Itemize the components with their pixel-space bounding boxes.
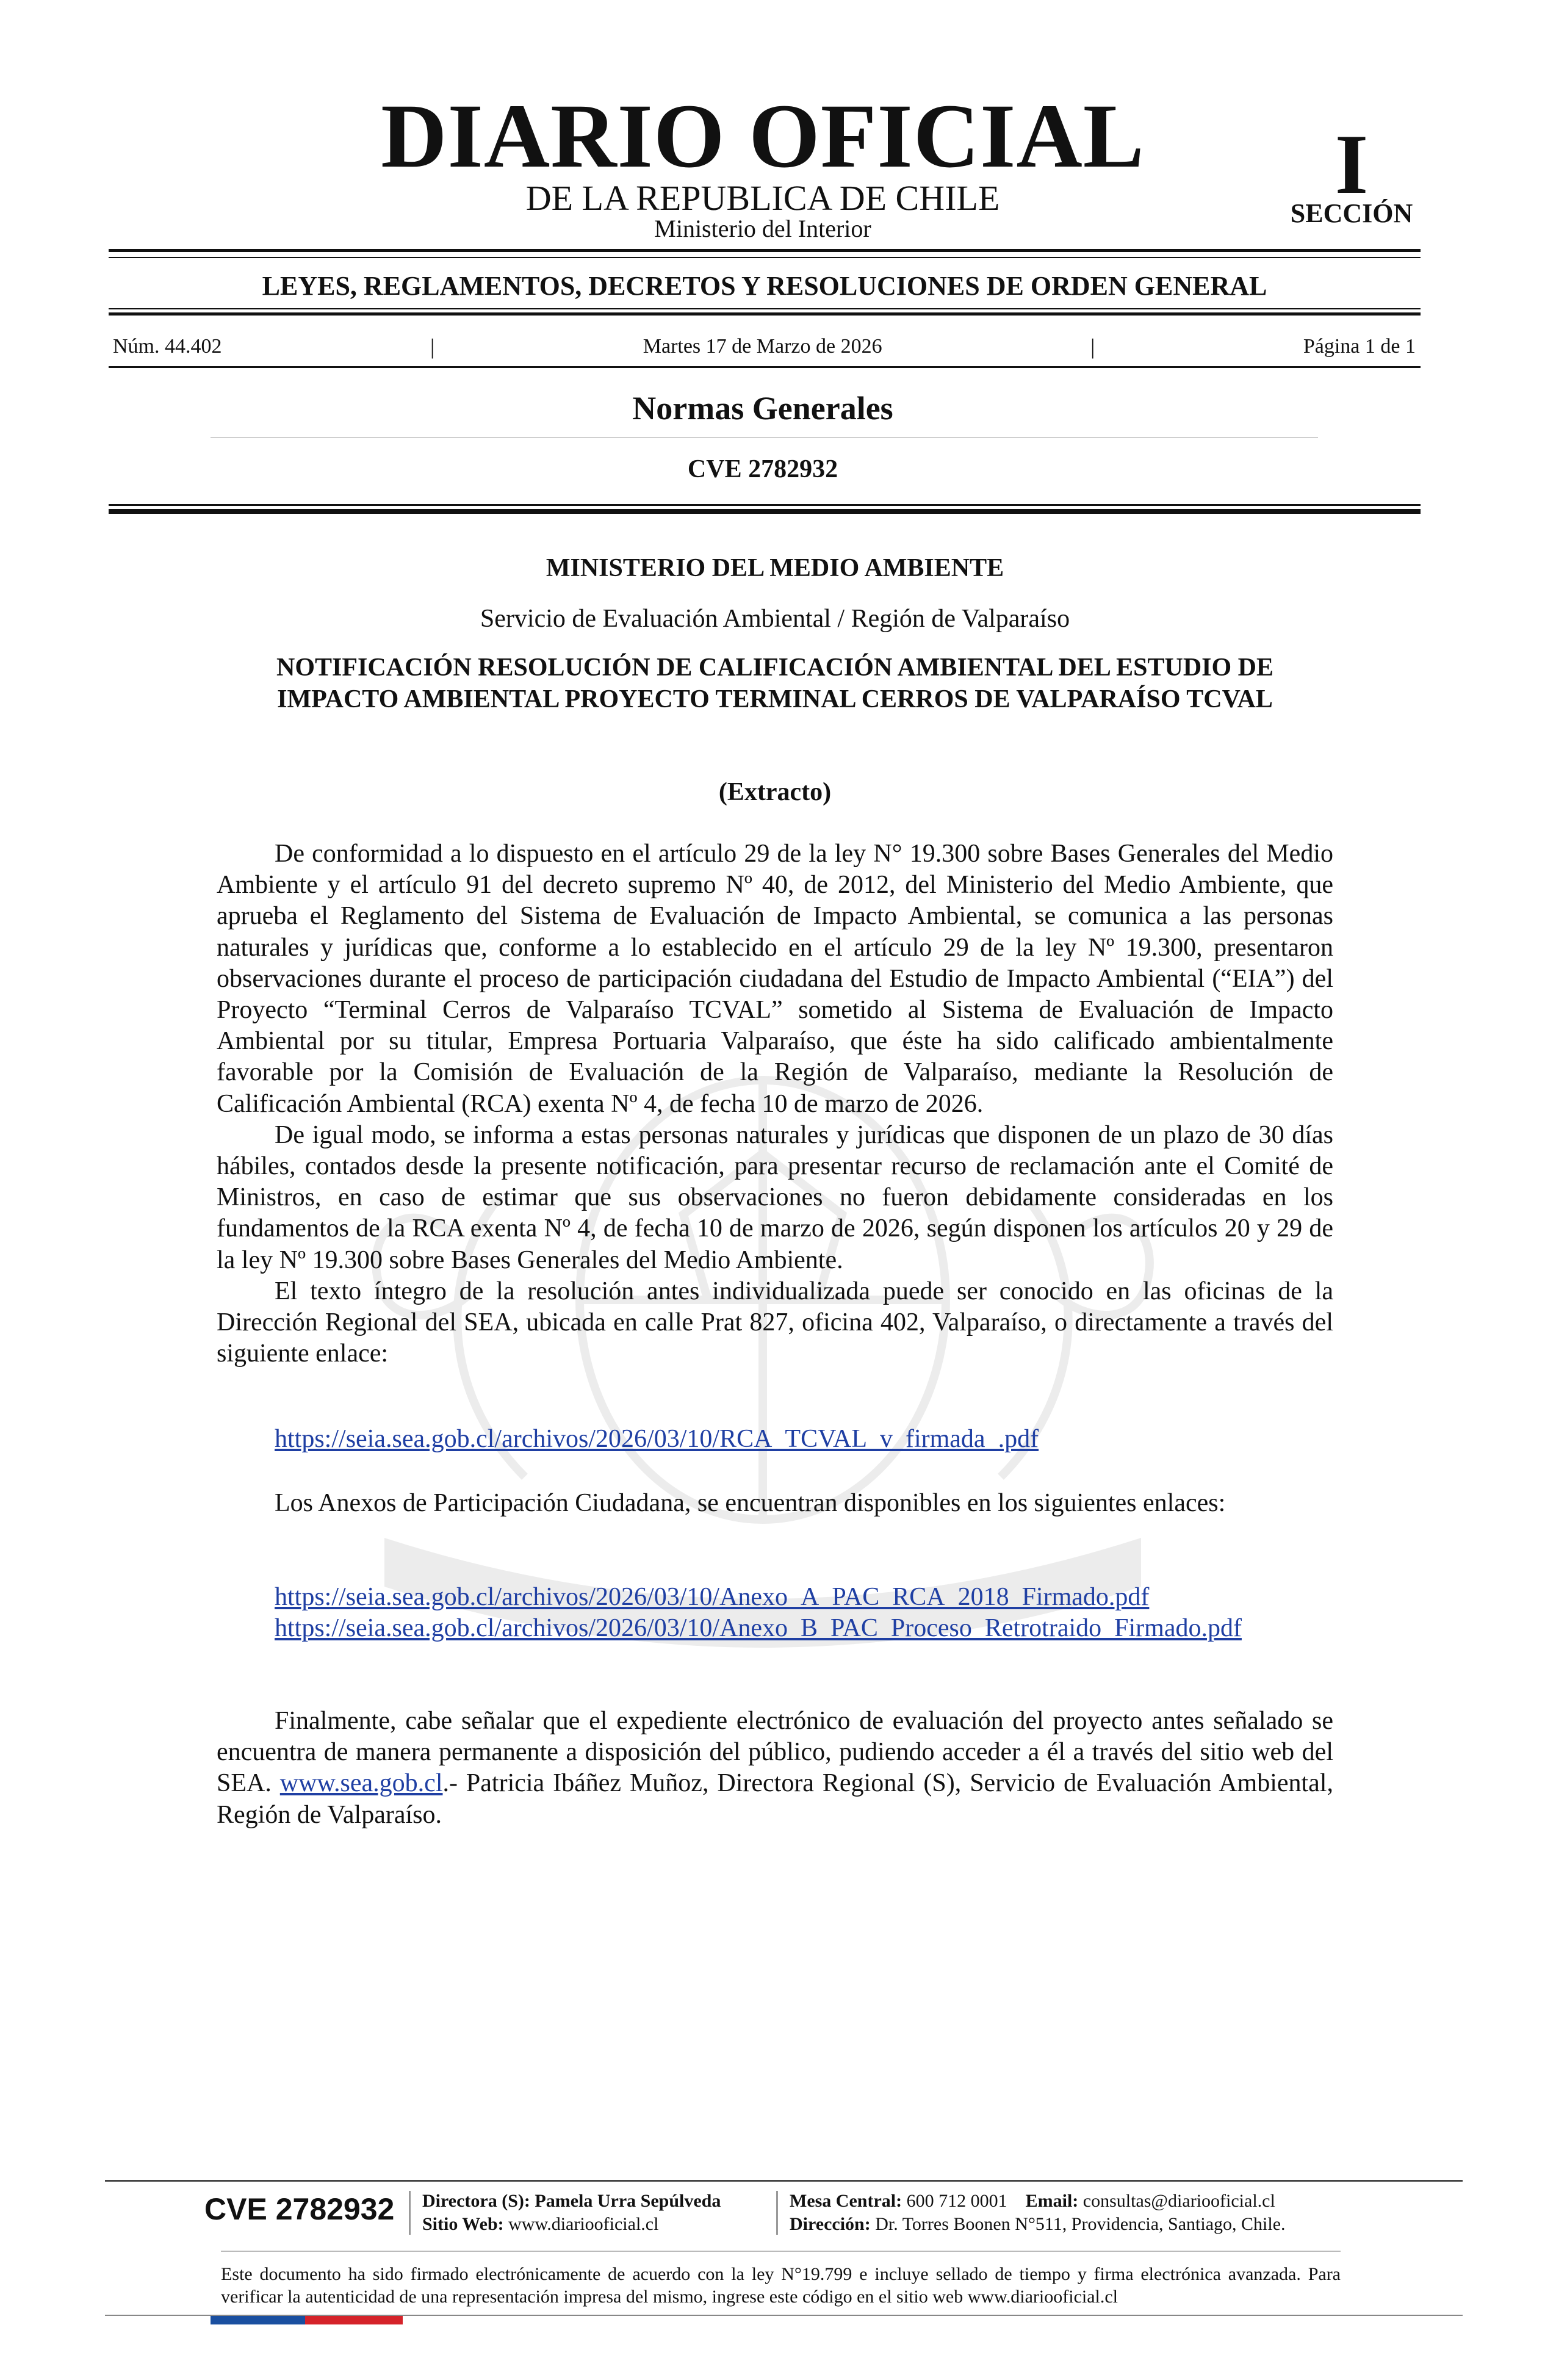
article-service: Servicio de Evaluación Ambiental / Región de Valparaíso bbox=[480, 605, 1070, 633]
header-bottom-rule bbox=[109, 509, 1421, 514]
director-name: Pamela Urra Sepúlveda bbox=[535, 2191, 721, 2211]
issue-separator: | bbox=[430, 334, 435, 359]
paragraph-deadline: De igual modo, se informa a estas personas naturales y jurídicas que disponen de un plazo de 30 días hábiles, contados desde la presente notificación, para presentar recurso de reclamación ante el Comité de Ministros, en caso de estimar que sus observaciones no fueron debidamente consideradas en los fundamentos de la RCA exenta Nº 4, de fecha 10 de marzo de 2026, según disponen los artículos 20 y 29 de la ley Nº 19.300 sobre Bases Generales del Medio Ambiente. bbox=[217, 1120, 1333, 1274]
footer-rule-top bbox=[105, 2180, 1463, 2182]
footer-phone: 600 712 0001 bbox=[906, 2191, 1007, 2211]
footer-legal-note: Este documento ha sido firmado electrónicamente de acuerdo con la ley N°19.799 e incluye sellado de tiempo y firma electrónica avanzada. Para verificar la autenticidad de una representación impresa del mismo, ingrese este código en el sitio web www.diariooficial.cl bbox=[221, 2264, 1341, 2307]
sea-website-link[interactable]: www.sea.gob.cl bbox=[279, 1769, 443, 1798]
footer-divider bbox=[409, 2191, 411, 2235]
masthead-ministry: Ministerio del Interior bbox=[654, 215, 871, 242]
article-title: NOTIFICACIÓN RESOLUCIÓN DE CALIFICACIÓN AMBIENTAL DEL ESTUDIO DE IMPACTO AMBIENTAL PROYECTO TERMINAL CERROS DE VALPARAÍSO TCVAL bbox=[276, 654, 1274, 713]
issue-page: Página 1 de 1 bbox=[1303, 335, 1416, 358]
closing-text-start: Finalmente, cabe señalar que el expediente electrónico de evaluación del proyecto antes señalado se encuentra de manera permanente a disposición del público, pudiendo acceder a él a través del sitio web del SEA. bbox=[217, 1707, 1333, 1798]
annex-a-link[interactable]: https://seia.sea.gob.cl/archivos/2026/03/10/Anexo_A_PAC_RCA_2018_Firmado.pdf bbox=[275, 1583, 1150, 1611]
masthead-subtitle: DE LA REPUBLICA DE CHILE bbox=[525, 178, 1000, 218]
extract-label: (Extracto) bbox=[718, 778, 832, 806]
masthead-title: DIARIO OFICIAL bbox=[381, 85, 1145, 187]
header-bottom-rule-thin bbox=[109, 504, 1421, 506]
phone-label: Mesa Central: bbox=[790, 2191, 902, 2211]
rca-link-block bbox=[217, 1424, 1333, 1455]
issue-number: Núm. 44.402 bbox=[113, 335, 222, 358]
annex-links-block bbox=[217, 1582, 1333, 1644]
address-label: Dirección: bbox=[790, 2214, 871, 2234]
paragraph-annexes: Los Anexos de Participación Ciudadana, se encuentran disponibles en los siguientes enlaces: bbox=[275, 1489, 1226, 1517]
section-number: I bbox=[1334, 117, 1369, 212]
closing-block bbox=[217, 1706, 1333, 1831]
issue-separator: | bbox=[1090, 334, 1095, 359]
footer-address: Dr. Torres Boonen N°511, Providencia, Santiago, Chile. bbox=[875, 2214, 1286, 2234]
category-heading: LEYES, REGLAMENTOS, DECRETOS Y RESOLUCIONES DE ORDEN GENERAL bbox=[262, 271, 1267, 301]
footer-website[interactable]: www.diariooficial.cl bbox=[508, 2214, 659, 2234]
rca-link[interactable]: https://seia.sea.gob.cl/archivos/2026/03/10/RCA_TCVAL_v_firmada_.pdf bbox=[275, 1425, 1039, 1453]
paragraph-closing bbox=[217, 1706, 1333, 1831]
issue-rule bbox=[109, 366, 1421, 368]
footer-contact-right bbox=[790, 2190, 1400, 2236]
annex-intro bbox=[217, 1488, 1333, 1519]
annex-b-link[interactable]: https://seia.sea.gob.cl/archivos/2026/03/10/Anexo_B_PAC_Proceso_Retrotraido_Firmado.pdf bbox=[275, 1614, 1242, 1643]
footer-cve-code: CVE 2782932 bbox=[204, 2192, 395, 2226]
section-label: SECCIÓN bbox=[1290, 198, 1413, 228]
flag-stripe-red bbox=[305, 2316, 403, 2324]
footer-contact-left bbox=[422, 2190, 773, 2236]
section-heading: Normas Generales bbox=[632, 390, 893, 427]
category-rule-thin bbox=[109, 308, 1421, 309]
closing-text-end: .- Patricia Ibáñez Muñoz, Directora Regional (S), Servicio de Evaluación Ambiental, Región de Valparaíso. bbox=[217, 1769, 1333, 1829]
masthead-rule-top-thin bbox=[109, 257, 1421, 258]
website-label: Sitio Web: bbox=[422, 2214, 504, 2234]
paragraph-notification: De conformidad a lo dispuesto en el artículo 29 de la ley N° 19.300 sobre Bases Generales del Medio Ambiente y el artículo 91 del decreto supremo Nº 40, de 2012, del Ministerio del Medio Ambiente, que aprueba el Reglamento del Sistema de Evaluación de Impacto Ambiental, se comunica a las personas naturales y jurídicas que, conforme a lo establecido en el artículo 29 de la ley Nº 19.300, presentaron observaciones durante el proceso de participación ciudadana del Estudio de Impacto Ambiental (“EIA”) del Proyecto “Terminal Cerros de Valparaíso TCVAL” sometido al Sistema de Evaluación de Impacto Ambiental por su titular, Empresa Portuaria Valparaíso, que éste ha sido calificado ambientalmente favorable por la Comisión de Evaluación de la Región de Valparaíso, mediante la Resolución de Calificación Ambiental (RCA) exenta Nº 4, de fecha 10 de marzo de 2026. bbox=[217, 840, 1333, 1118]
cve-code: CVE 2782932 bbox=[687, 455, 838, 483]
flag-stripe-blue bbox=[211, 2316, 305, 2324]
paragraph-full-text: El texto íntegro de la resolución antes individualizada puede ser conocido en las oficinas de la Dirección Regional del SEA, ubicada en calle Prat 827, oficina 402, Valparaíso, o directamente a través del siguiente enlace: bbox=[217, 1277, 1333, 1368]
masthead-rule-top bbox=[109, 249, 1421, 252]
section-heading-rule bbox=[211, 437, 1318, 438]
article-ministry: MINISTERIO DEL MEDIO AMBIENTE bbox=[546, 554, 1004, 582]
issue-date: Martes 17 de Marzo de 2026 bbox=[643, 335, 882, 358]
article-body bbox=[217, 838, 1333, 1369]
director-label: Directora (S): bbox=[422, 2191, 530, 2211]
issue-info-row bbox=[113, 336, 1416, 358]
footer-divider bbox=[776, 2191, 778, 2235]
footer-email[interactable]: consultas@diariooficial.cl bbox=[1082, 2191, 1275, 2211]
email-label: Email: bbox=[1025, 2191, 1079, 2211]
footer-rule-mid bbox=[221, 2251, 1341, 2252]
category-rule bbox=[109, 312, 1421, 316]
